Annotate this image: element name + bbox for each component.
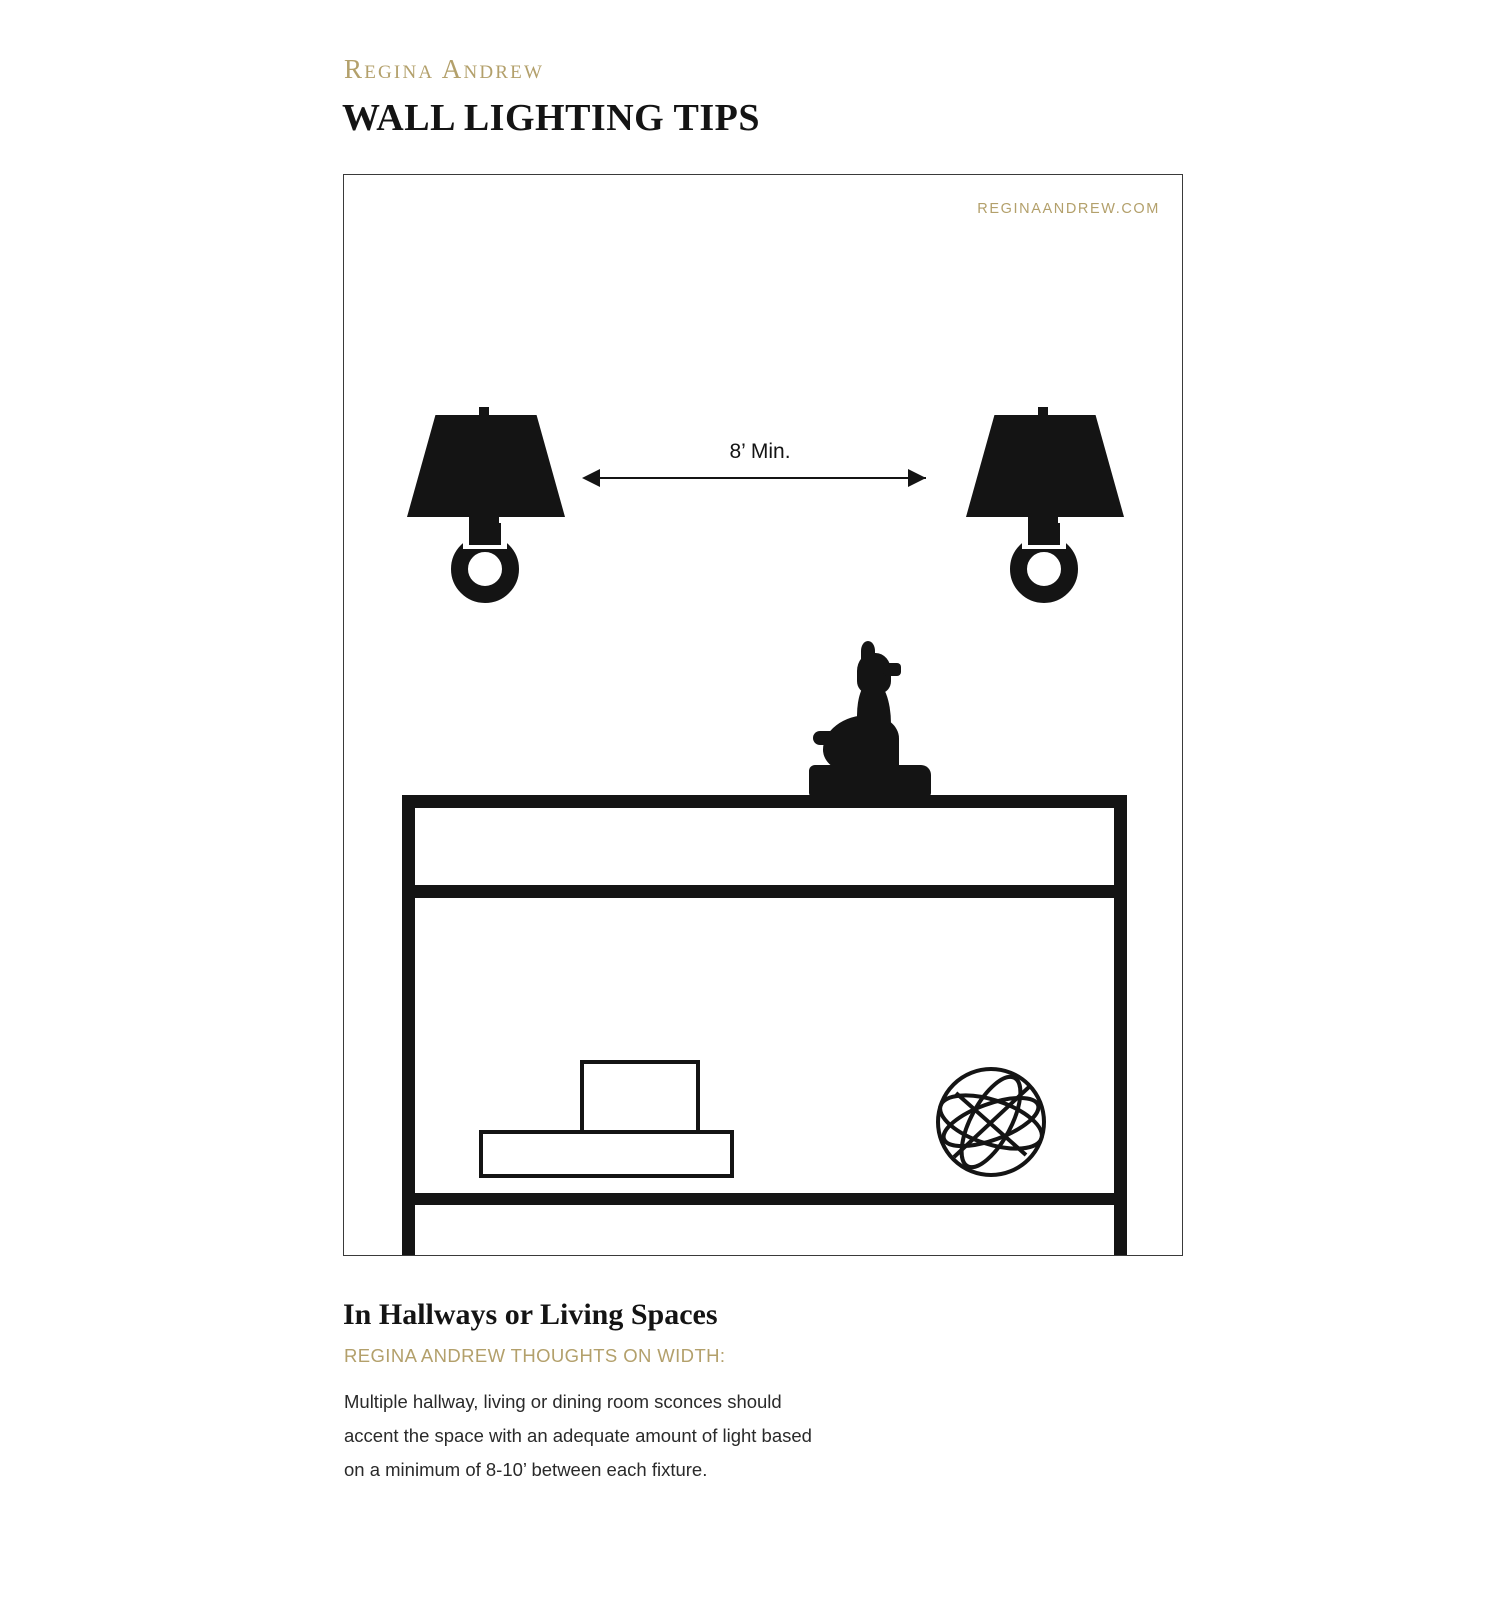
caption-title: In Hallways or Living Spaces <box>343 1298 718 1331</box>
page-title: WALL LIGHTING TIPS <box>342 97 761 139</box>
dimension-arrow-right-icon <box>908 469 926 487</box>
console-table-shelf <box>402 1193 1127 1205</box>
website-url: REGINAANDREW.COM <box>977 201 1160 217</box>
console-table-apron <box>402 885 1127 898</box>
book-upper <box>580 1060 700 1134</box>
wire-sphere-sculpture-icon <box>934 1065 1049 1180</box>
sconce-ring-mount <box>469 523 501 545</box>
sconce-shade <box>407 415 565 517</box>
brand-name: Regina Andrew <box>344 54 545 84</box>
dimension-arrow-left-icon <box>582 469 600 487</box>
console-table-leg-right <box>1114 795 1127 1255</box>
caption-body: Multiple hallway, living or dining room sconces should accent the space with an adequate amount of light based on a minimum of 8-10’ between each fixture. <box>344 1391 812 1480</box>
dog-snout <box>883 663 901 676</box>
dog-ear <box>861 641 875 661</box>
dimension-label: 8’ Min. <box>729 440 791 463</box>
book-lower <box>479 1130 734 1178</box>
console-table-leg-left <box>402 795 415 1255</box>
caption-subtitle: REGINA ANDREW THOUGHTS ON WIDTH: <box>344 1345 726 1366</box>
sconce-shade <box>966 415 1124 517</box>
sconce-ring-mount <box>1028 523 1060 545</box>
left-wall-sconce-icon <box>401 399 571 599</box>
console-table-top <box>402 795 1127 808</box>
dimension-line <box>594 477 926 479</box>
dog-statue-icon <box>799 641 939 801</box>
dog-statue-base <box>809 765 931 797</box>
right-wall-sconce-icon <box>960 399 1130 599</box>
illustration-frame <box>343 174 1183 1256</box>
dog-chest <box>857 681 891 767</box>
